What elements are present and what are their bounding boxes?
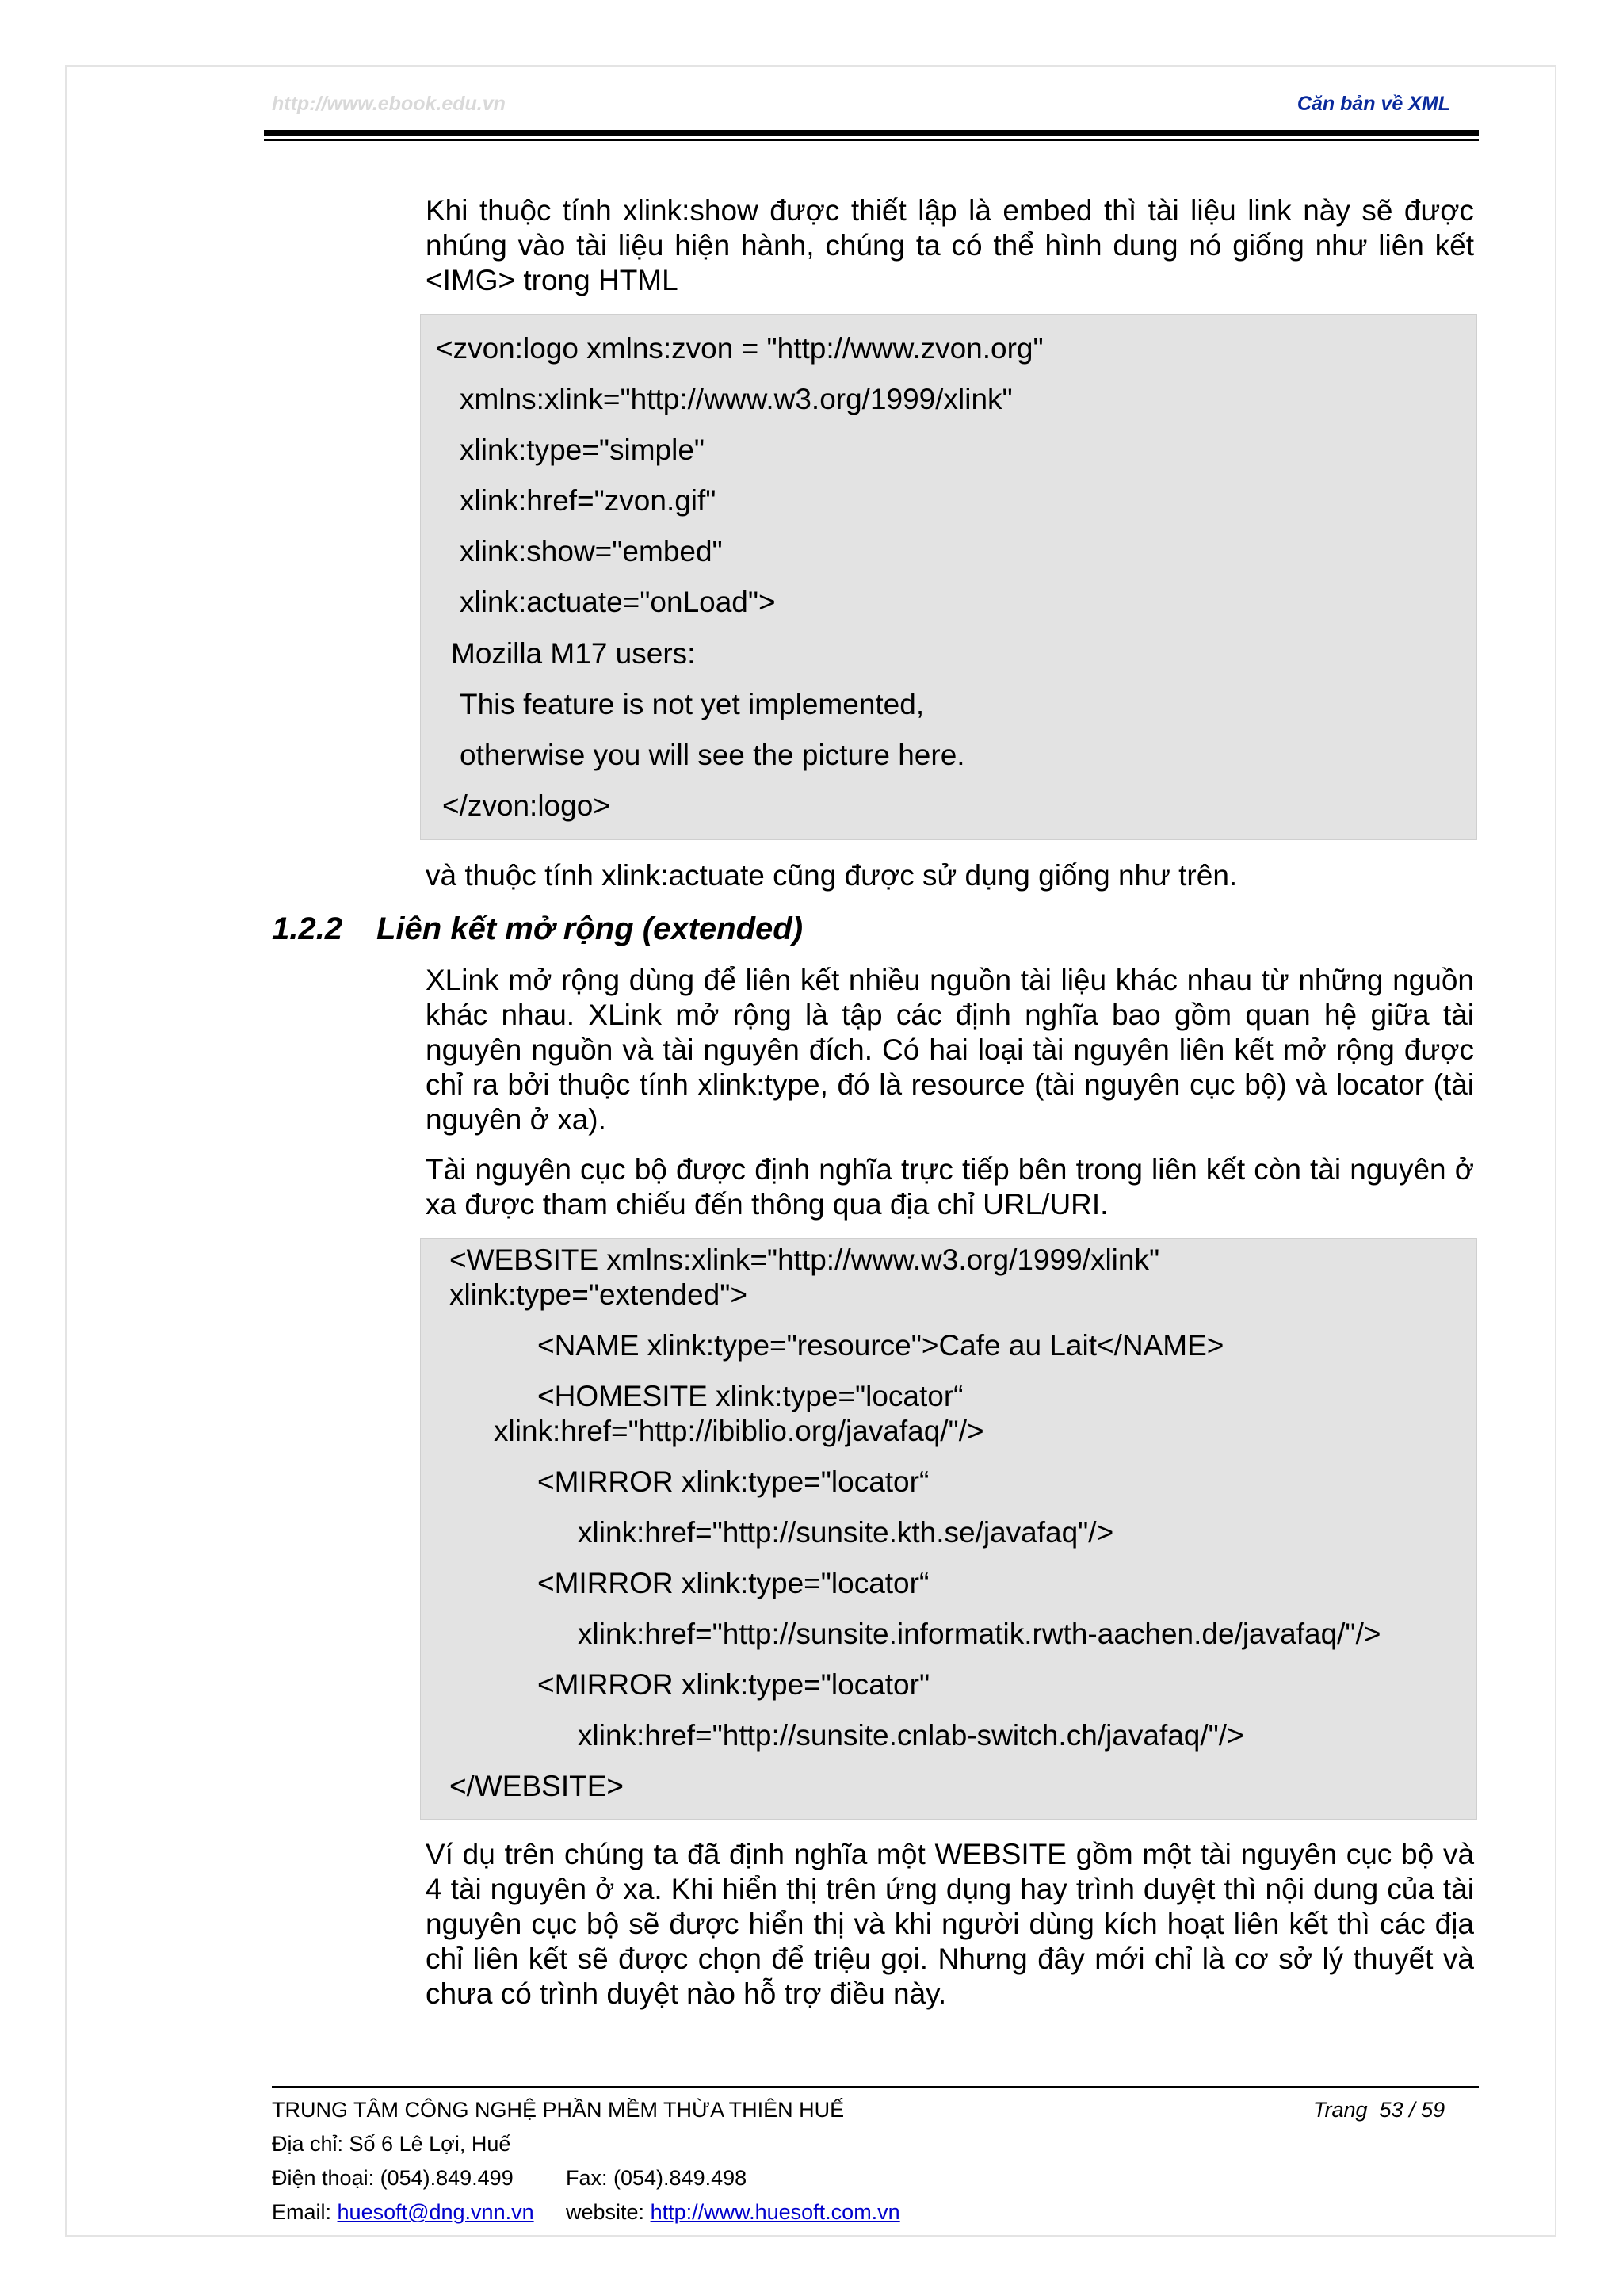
header-book-title: Căn bản về XML [1296,93,1450,115]
code-line: <NAME xlink:type="resource">Cafe au Lait</NAME> [537,1329,1224,1362]
code-line: xlink:href="zvon.gif" [460,484,716,517]
footer-page-number: Trang 53 / 59 [1313,2098,1445,2122]
code-line: </WEBSITE> [449,1770,624,1802]
footer-website-label: website: [566,2200,651,2224]
footer-phone: Điện thoại: (054).849.499 [272,2166,514,2190]
intro-paragraph [426,193,1474,298]
paragraph-line: nhúng vào tài liệu hiện hành, chúng ta có thể hình dung nó giống như liên kết [426,229,1474,262]
extended-paragraph-2 [426,1152,1474,1222]
extended-paragraph-1 [426,963,1474,1137]
paragraph-line: locator (tài nguyên ở xa). [426,1068,1475,1136]
code-line: <HOMESITE xlink:type="locator“ [537,1380,964,1412]
code-line: xlink:href="http://ibiblio.org/javafaq/"/> [494,1415,984,1447]
paragraph-line: ở xa được tham chiếu đến thông qua địa chỉ URL/URI. [426,1153,1474,1221]
code-line: xlink:type="extended"> [449,1278,747,1311]
footer-email-link[interactable]: huesoft@dng.vnn.vn [337,2200,534,2224]
actuate-note: và thuộc tính xlink:actuate cũng được sử dụng giống như trên. [426,859,1238,892]
header-rule-thin [264,139,1479,141]
footer-website [566,2199,900,2225]
paragraph-line: và 4 tài nguyên ở xa. Khi hiển thị trên ứng dụng hay trình duyệt thì nội dung [426,1838,1475,1905]
paragraph-line: tài nguyên nguồn và tài nguyên đích. Có hai loại tài nguyên liên kết mở rộng [426,999,1475,1066]
footer-rule [272,2086,1479,2088]
footer-fax: Fax: (054).849.498 [566,2166,747,2190]
code-line: This feature is not yet implemented, [460,688,925,720]
code-line: </zvon:logo> [442,789,610,822]
code-line: otherwise you will see the picture here. [460,739,965,771]
code-line: xlink:href="http://sunsite.cnlab-switch.ch/javafaq/"/> [578,1719,1244,1752]
paragraph-line: các địa chỉ liên kết sẽ được chọn để triệu gọi. Nhưng đây mới chỉ là cơ sở lý [426,1908,1475,1975]
footer-email-label: Email: [272,2200,338,2224]
code-line: <MIRROR xlink:type="locator“ [537,1465,930,1498]
code-line: <MIRROR xlink:type="locator" [537,1668,930,1701]
footer-address: Địa chỉ: Số 6 Lê Lợi, Huế [272,2132,511,2156]
code-line: xmlns:xlink="http://www.w3.org/1999/xlink" [460,383,1013,415]
code-line: xlink:show="embed" [460,535,723,567]
code-line: <WEBSITE xmlns:xlink="http://www.w3.org/1999/xlink" [449,1244,1160,1276]
header-website: http://www.ebook.edu.vn [272,93,506,115]
footer-organization: TRUNG TÂM CÔNG NGHỆ PHẦN MỀM THỪA THIÊN HUẾ [272,2098,845,2122]
code-line: <MIRROR xlink:type="locator“ [537,1567,930,1599]
footer-email [272,2199,534,2225]
closing-paragraph [426,1837,1474,2011]
header-rule-thick [264,130,1479,136]
paragraph-line: thuyết và chưa có trình duyệt nào hỗ trợ điều này. [426,1943,1474,2010]
code-line: xlink:type="simple" [460,434,705,466]
paragraph-line: Khi thuộc tính xlink:show được thiết lập là embed thì tài liệu link này sẽ được [426,194,1474,227]
code-line: xlink:href="http://sunsite.kth.se/javafaq"/> [578,1516,1114,1549]
code-line: <zvon:logo xmlns:zvon = "http://www.zvon.org" [436,332,1044,365]
paragraph-line: XLink mở rộng dùng để liên kết nhiều nguồn tài liệu khác nhau từ những [426,964,1384,996]
code-line: xlink:actuate="onLoad"> [460,586,776,618]
footer-website-link[interactable]: http://www.huesoft.com.vn [650,2200,900,2224]
code-line: Mozilla M17 users: [451,637,696,670]
section-title: Liên kết mở rộng (extended) [376,911,804,946]
paragraph-line: Tài nguyên cục bộ được định nghĩa trực tiếp bên trong liên kết còn tài nguyên [426,1153,1446,1186]
section-heading [272,910,803,948]
section-number: 1.2.2 [272,911,342,946]
paragraph-line: của tài nguyên cục bộ sẽ được hiển thị và khi người dùng kích hoạt liên kết thì [426,1873,1475,1940]
paragraph-line: được chỉ ra bởi thuộc tính xlink:type, đó là resource (tài nguyên cục bộ) và [426,1033,1475,1101]
paragraph-line: nguồn khác nhau. XLink mở rộng là tập các định nghĩa bao gồm quan hệ giữa [426,964,1474,1031]
paragraph-line: <IMG> trong HTML [426,264,678,296]
code-line: xlink:href="http://sunsite.informatik.rwth-aachen.de/javafaq/"/> [578,1618,1381,1650]
paragraph-line: Ví dụ trên chúng ta đã định nghĩa một WEBSITE gồm một tài nguyên cục bộ [426,1838,1434,1870]
